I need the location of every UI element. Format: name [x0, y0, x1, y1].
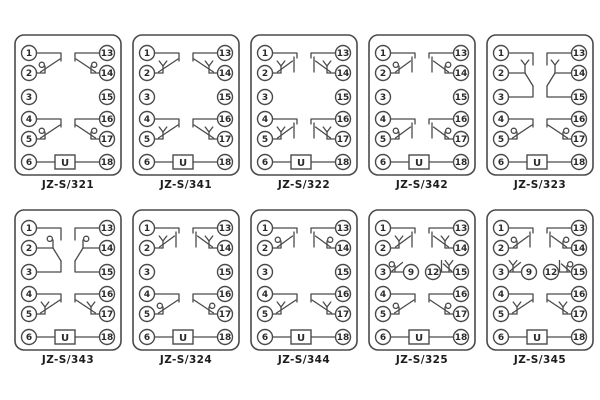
terminal-number: 13 [572, 224, 586, 235]
terminal-number: 5 [143, 310, 151, 321]
terminal-number: 14 [454, 69, 468, 80]
terminal-number: 15 [100, 93, 114, 104]
terminal-number: 4 [497, 115, 505, 126]
terminal-number: 6 [497, 158, 505, 169]
terminal-number: 14 [454, 244, 468, 255]
relay-pinout-panel [482, 33, 598, 193]
terminal-number: 13 [218, 49, 232, 60]
terminal-number: 3 [143, 93, 151, 104]
terminal-number: 16 [100, 115, 114, 126]
terminal-number: 6 [25, 158, 33, 169]
terminal-number: 2 [261, 69, 269, 80]
terminal-number: 15 [572, 268, 586, 279]
terminal-number: 18 [572, 158, 586, 169]
terminal-number: 5 [379, 310, 387, 321]
terminal-number: 2 [143, 244, 151, 255]
panel-label: JZ-S/341 [159, 179, 213, 191]
terminal-number: 14 [572, 244, 586, 255]
terminal-number: 9 [407, 268, 415, 279]
u-box-label: U [178, 332, 188, 344]
panel-label: JZ-S/345 [513, 354, 567, 366]
terminal-number: 16 [454, 290, 468, 301]
terminal-number: 2 [25, 244, 33, 255]
terminal-number: 3 [25, 93, 33, 104]
terminal-number: 5 [379, 135, 387, 146]
terminal-number: 6 [261, 333, 269, 344]
panel-label: JZ-S/342 [395, 179, 449, 191]
relay-pinout-diagram [10, 208, 126, 353]
u-box-label: U [532, 157, 542, 169]
terminal-number: 1 [25, 224, 33, 235]
terminal-number: 18 [336, 333, 350, 344]
terminal-number: 17 [572, 135, 586, 146]
terminal-number: 18 [100, 158, 114, 169]
relay-pinout-diagram [128, 208, 244, 353]
terminal-number: 16 [336, 115, 350, 126]
terminal-number: 18 [100, 333, 114, 344]
terminal-number: 15 [336, 93, 350, 104]
terminal-number: 4 [379, 290, 387, 301]
terminal-number: 6 [143, 333, 151, 344]
terminal-number: 16 [218, 290, 232, 301]
terminal-number: 4 [261, 115, 269, 126]
terminal-number: 12 [544, 268, 558, 279]
terminal-number: 12 [426, 268, 440, 279]
terminal-number: 1 [261, 224, 269, 235]
relay-pinout-panel [10, 208, 126, 368]
terminal-number: 14 [100, 244, 114, 255]
terminal-number: 3 [143, 268, 151, 279]
terminal-number: 3 [261, 268, 269, 279]
terminal-number: 13 [336, 224, 350, 235]
terminal-number: 4 [379, 115, 387, 126]
terminal-number: 16 [218, 115, 232, 126]
relay-pinout-diagram [10, 33, 126, 178]
panel-label: JZ-S/321 [41, 179, 95, 191]
terminal-number: 13 [572, 49, 586, 60]
terminal-number: 17 [572, 310, 586, 321]
relay-pinout-diagram [128, 33, 244, 178]
relay-pinout-diagram [246, 208, 362, 353]
relay-pinout-panel [246, 33, 362, 193]
terminal-number: 6 [143, 158, 151, 169]
terminal-number: 17 [336, 135, 350, 146]
terminal-number: 4 [261, 290, 269, 301]
terminal-number: 2 [25, 69, 33, 80]
terminal-number: 15 [218, 268, 232, 279]
terminal-number: 4 [143, 115, 151, 126]
terminal-number: 6 [261, 158, 269, 169]
terminal-number: 3 [379, 268, 387, 279]
terminal-number: 3 [497, 268, 505, 279]
panel-label: JZ-S/324 [159, 354, 213, 366]
terminal-number: 13 [100, 49, 114, 60]
terminal-number: 2 [261, 244, 269, 255]
terminal-number: 1 [143, 49, 151, 60]
terminal-number: 5 [143, 135, 151, 146]
terminal-number: 1 [379, 49, 387, 60]
terminal-number: 5 [261, 310, 269, 321]
u-box-label: U [414, 157, 424, 169]
panel-label: JZ-S/344 [277, 354, 331, 366]
terminal-number: 17 [454, 135, 468, 146]
terminal-number: 13 [454, 224, 468, 235]
terminal-number: 2 [497, 244, 505, 255]
terminal-number: 14 [100, 69, 114, 80]
terminal-number: 3 [497, 93, 505, 104]
relay-pinout-panel [364, 33, 480, 193]
relay-pinout-panel [364, 208, 480, 368]
terminal-number: 15 [454, 268, 468, 279]
relay-pinout-panel [246, 208, 362, 368]
panel-label: JZ-S/322 [277, 179, 331, 191]
terminal-number: 17 [218, 135, 232, 146]
relay-pinout-panel [128, 208, 244, 368]
terminal-number: 5 [497, 310, 505, 321]
terminal-number: 16 [336, 290, 350, 301]
terminal-number: 3 [25, 268, 33, 279]
terminal-number: 4 [25, 290, 33, 301]
terminal-number: 16 [572, 290, 586, 301]
terminal-number: 14 [218, 69, 232, 80]
terminal-number: 5 [25, 135, 33, 146]
terminal-number: 4 [497, 290, 505, 301]
terminal-number: 18 [218, 333, 232, 344]
terminal-number: 18 [454, 158, 468, 169]
relay-pinout-diagram [246, 33, 362, 178]
terminal-number: 15 [218, 93, 232, 104]
u-box-label: U [414, 332, 424, 344]
terminal-number: 4 [143, 290, 151, 301]
panel-label: JZ-S/343 [41, 354, 95, 366]
terminal-number: 13 [100, 224, 114, 235]
terminal-number: 18 [218, 158, 232, 169]
u-box-label: U [532, 332, 542, 344]
terminal-number: 9 [525, 268, 533, 279]
terminal-number: 17 [100, 310, 114, 321]
terminal-number: 14 [218, 244, 232, 255]
u-box-label: U [60, 332, 70, 344]
terminal-number: 1 [25, 49, 33, 60]
terminal-number: 3 [261, 93, 269, 104]
terminal-number: 14 [336, 244, 350, 255]
terminal-number: 5 [25, 310, 33, 321]
panel-label: JZ-S/323 [513, 179, 567, 191]
relay-pinout-panel [10, 33, 126, 193]
terminal-number: 17 [336, 310, 350, 321]
terminal-number: 4 [25, 115, 33, 126]
u-box-label: U [296, 157, 306, 169]
terminal-number: 2 [143, 69, 151, 80]
terminal-number: 2 [497, 69, 505, 80]
terminal-number: 1 [497, 224, 505, 235]
panel-label: JZ-S/325 [395, 354, 449, 366]
relay-pinout-diagram [482, 208, 598, 353]
relay-pinout-diagram [482, 33, 598, 178]
relay-pinout-panel [482, 208, 598, 368]
terminal-number: 17 [218, 310, 232, 321]
terminal-number: 18 [572, 333, 586, 344]
terminal-number: 2 [379, 69, 387, 80]
relay-pinout-diagram [364, 33, 480, 178]
terminal-number: 6 [379, 158, 387, 169]
terminal-number: 2 [379, 244, 387, 255]
terminal-number: 15 [572, 93, 586, 104]
terminal-number: 6 [497, 333, 505, 344]
u-box-label: U [60, 157, 70, 169]
terminal-number: 17 [454, 310, 468, 321]
terminal-number: 13 [218, 224, 232, 235]
terminal-number: 3 [379, 93, 387, 104]
terminal-number: 15 [100, 268, 114, 279]
terminal-number: 16 [100, 290, 114, 301]
terminal-number: 1 [379, 224, 387, 235]
terminal-number: 16 [454, 115, 468, 126]
terminal-number: 13 [454, 49, 468, 60]
terminal-number: 6 [25, 333, 33, 344]
terminal-number: 14 [336, 69, 350, 80]
terminal-number: 17 [100, 135, 114, 146]
terminal-number: 14 [572, 69, 586, 80]
terminal-number: 18 [454, 333, 468, 344]
terminal-number: 13 [336, 49, 350, 60]
relay-pinout-diagram [364, 208, 480, 353]
terminal-number: 16 [572, 115, 586, 126]
terminal-number: 15 [454, 93, 468, 104]
u-box-label: U [178, 157, 188, 169]
terminal-number: 6 [379, 333, 387, 344]
terminal-number: 15 [336, 268, 350, 279]
u-box-label: U [296, 332, 306, 344]
terminal-number: 1 [261, 49, 269, 60]
terminal-number: 1 [497, 49, 505, 60]
terminal-number: 18 [336, 158, 350, 169]
terminal-number: 5 [497, 135, 505, 146]
terminal-number: 5 [261, 135, 269, 146]
terminal-number: 1 [143, 224, 151, 235]
relay-pinout-panel [128, 33, 244, 193]
